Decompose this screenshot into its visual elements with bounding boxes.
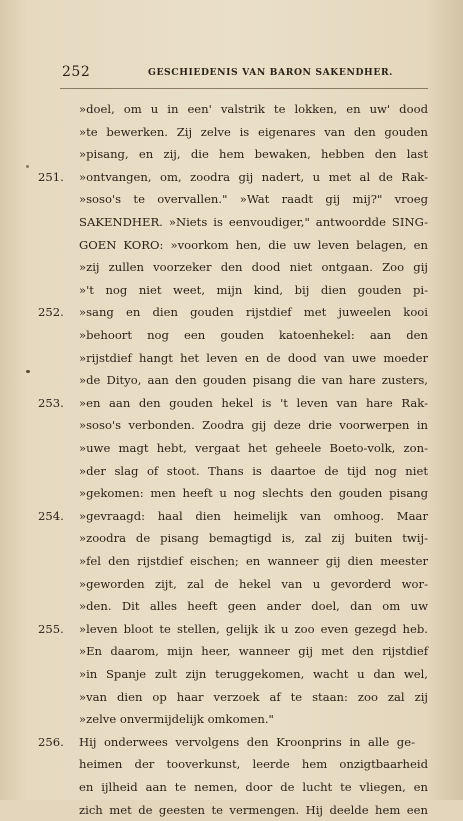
text-line: »leven bloot te stellen, gelijk ik u zoo even gezegd heb. xyxy=(79,621,428,636)
text-line: »zoodra de pisang bemagtigd is, zal zij buiten twij- xyxy=(79,531,428,546)
page-header xyxy=(0,64,463,84)
text-line: »zelve onvermijdelijk omkomen." xyxy=(79,712,274,727)
text-line: »geworden zijt, zal de hekel van u gevorderd wor- xyxy=(79,576,428,591)
text-line: zich met de geesten te vermengen. Hij deelde hem een xyxy=(79,802,428,817)
text-line: »sang en dien gouden rijstdief met juweelen kooi xyxy=(79,305,428,320)
margin-line-number: 254. xyxy=(38,508,64,523)
running-title: GESCHIEDENIS VAN BARON SAKENDHER. xyxy=(148,67,393,78)
text-line: »gekomen: men heeft u nog slechts den gouden pisang xyxy=(79,486,428,501)
margin-line-number: 256. xyxy=(38,734,64,749)
text-line: en ijlheid aan te nemen, door de lucht te vliegen, en xyxy=(79,780,428,794)
text-line: heimen der tooverkunst, leerde hem onzigtbaarheid xyxy=(79,757,428,772)
text-line: »van dien op haar verzoek af te staan: zoo zal zij xyxy=(79,689,428,704)
text-line: »doel, om u in een' valstrik te lokken, en uw' dood xyxy=(79,102,428,116)
header-rule xyxy=(60,88,428,89)
text-line: »zij zullen voorzeker den dood niet ontgaan. Zoo gij xyxy=(79,260,428,275)
text-line: »soso's verbonden. Zoodra gij deze drie voorwerpen in xyxy=(79,418,428,433)
text-line: »En daarom, mijn heer, wanneer gij met den rijstdief xyxy=(79,644,428,659)
margin-line-number: 251. xyxy=(38,169,64,184)
text-line: »rijstdief hangt het leven en de dood van uwe moeder xyxy=(79,350,428,365)
text-line: Hij onderwees vervolgens den Kroonprins in alle ge- xyxy=(79,734,415,749)
margin-mark xyxy=(26,165,29,168)
text-line: »soso's te overvallen." »Wat raadt gij mij?" vroeg xyxy=(79,192,428,207)
margin-line-number: 255. xyxy=(38,621,64,636)
text-line: GOEN KORO: »voorkom hen, die uw leven belagen, en xyxy=(79,237,428,252)
text-line: »te bewerken. Zij zelve is eigenares van den gouden xyxy=(79,124,428,139)
text-line: »uwe magt hebt, vergaat het geheele Boeto-volk, zon- xyxy=(79,441,428,455)
margin-line-number: 253. xyxy=(38,395,64,410)
text-line: »den. Dit alles heeft geen ander doel, dan om uw xyxy=(79,599,428,614)
paper-spot xyxy=(26,370,30,373)
text-line: »behoort nog een gouden katoenhekel: aan den xyxy=(79,328,428,342)
text-line: »der slag of stoot. Thans is daartoe de tijd nog niet xyxy=(79,463,428,478)
margin-line-number: 252. xyxy=(38,305,64,320)
text-line: »'t nog niet weet, mijn kind, bij dien gouden pi- xyxy=(79,282,428,297)
page-number: 252 xyxy=(62,64,91,80)
text-line: »fel den rijstdief eischen; en wanneer gij dien meester xyxy=(79,554,428,568)
text-line: »ontvangen, om, zoodra gij nadert, u met al de Rak- xyxy=(79,169,428,184)
text-line: SAKENDHER. »Niets is eenvoudiger," antwoordde SING- xyxy=(79,215,428,229)
text-line: »in Spanje zult zijn teruggekomen, wacht u dan wel, xyxy=(79,667,428,681)
text-line: »en aan den gouden hekel is 't leven van hare Rak- xyxy=(79,395,428,410)
text-line: »de Dityo, aan den gouden pisang die van hare zusters, xyxy=(79,373,428,388)
text-line: »gevraagd: haal dien heimelijk van omhoog. Maar xyxy=(79,508,428,523)
text-line: »pisang, en zij, die hem bewaken, hebben den last xyxy=(79,147,428,162)
